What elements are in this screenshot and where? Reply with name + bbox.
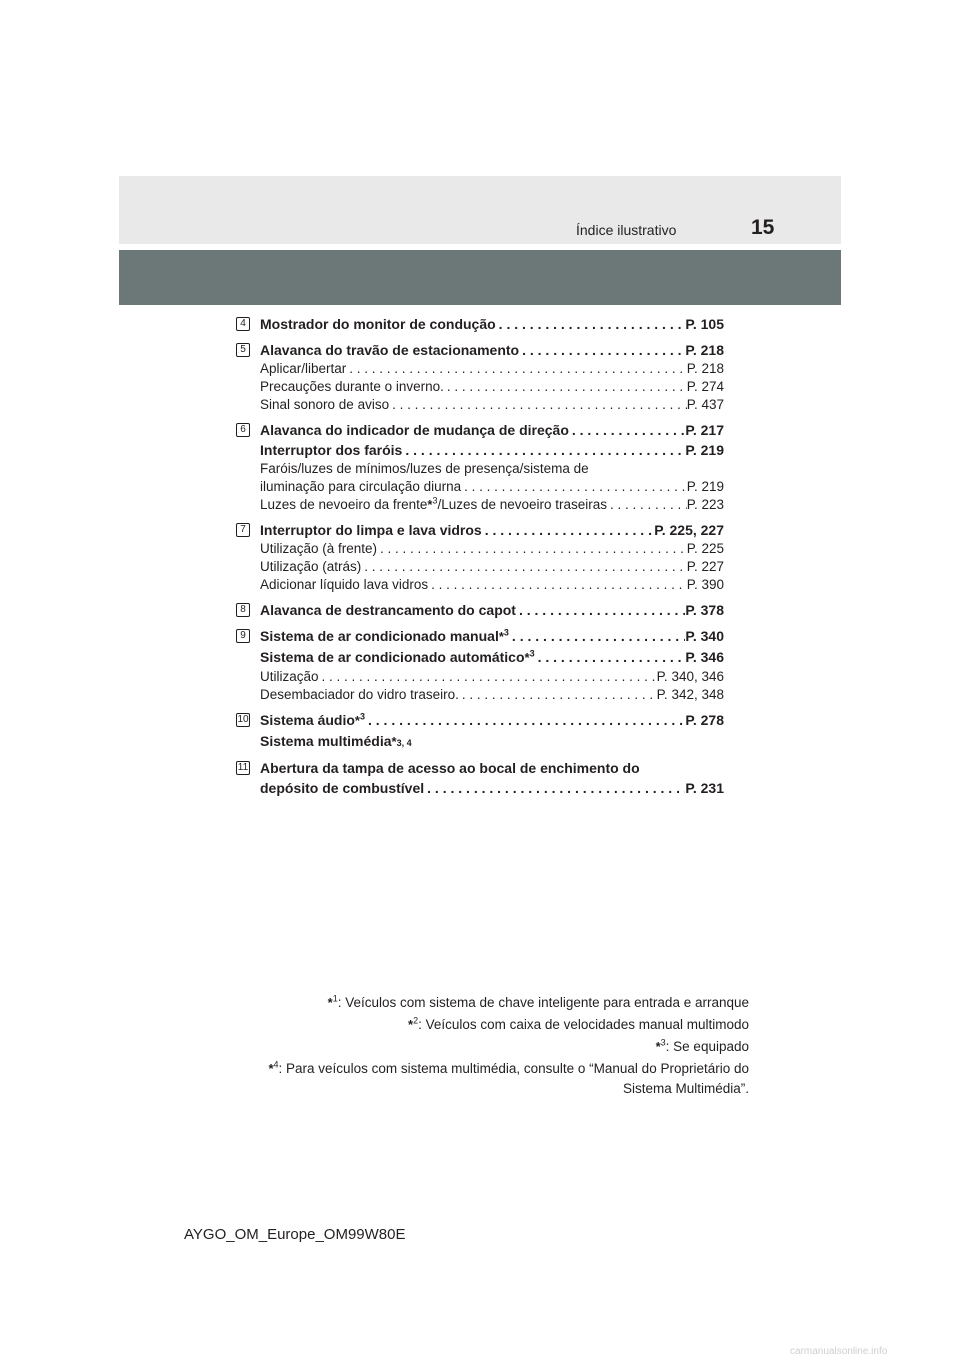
- page-reference[interactable]: P. 225: [686, 541, 724, 556]
- page-reference[interactable]: P. 342, 348: [656, 687, 724, 702]
- entry-title: [260, 558, 361, 576]
- entry-title-text: Mostrador do monitor de condução: [260, 316, 496, 332]
- entry-title: [260, 340, 519, 360]
- entry-title-text: /Luzes de nevoeiro traseiras: [437, 497, 608, 512]
- entry-title-text: Utilização (à frente): [260, 541, 378, 556]
- entry-title-text: Sistema de ar condicionado automático: [260, 649, 525, 665]
- index-text-line: [260, 460, 724, 478]
- index-entry[interactable]: [260, 340, 724, 360]
- footnote-text: : Veículos com sistema de chave inteligente para entrada e arranque: [337, 995, 749, 1010]
- index-entry[interactable]: [260, 496, 724, 514]
- page-reference[interactable]: P. 219: [685, 442, 724, 458]
- footnote: [189, 1059, 749, 1099]
- page-reference[interactable]: P. 218: [686, 361, 724, 376]
- index-section: [236, 314, 724, 334]
- entry-title-text: Luzes de nevoeiro da frente: [260, 497, 428, 512]
- index-entries: [260, 600, 724, 620]
- footnote-number: 2: [413, 1015, 419, 1026]
- entry-title: Faróis/luzes de mínimos/luzes de presença/sistema de: [260, 461, 589, 476]
- entry-title-text: Utilização: [260, 669, 319, 684]
- item-number-badge: 5: [236, 343, 250, 357]
- footnote-star: *: [498, 629, 504, 644]
- index-entry[interactable]: [260, 378, 724, 396]
- index-text-line: [260, 758, 724, 778]
- index-entry[interactable]: [260, 540, 724, 558]
- index-entries: [260, 710, 724, 752]
- footnote-text: : Se equipado: [665, 1039, 749, 1054]
- entry-title: [260, 647, 535, 668]
- index-entry[interactable]: [260, 626, 724, 647]
- page-reference[interactable]: P. 390: [686, 577, 724, 592]
- item-number-badge: 9: [236, 629, 250, 643]
- item-number-badge: 11: [237, 762, 249, 773]
- entry-title: [260, 710, 365, 731]
- page-reference[interactable]: P. 105: [685, 316, 724, 332]
- entry-title-text: Interruptor do limpa e lava vidros: [260, 522, 482, 538]
- entry-title-text: Alavanca do indicador de mudança de direção: [260, 422, 569, 438]
- index-list: [236, 314, 724, 804]
- dot-leader: [459, 686, 657, 704]
- page-reference[interactable]: P. 231: [685, 780, 724, 796]
- index-section: [236, 626, 724, 704]
- index-entry[interactable]: [260, 558, 724, 576]
- index-entry[interactable]: [260, 360, 724, 378]
- index-section: [236, 758, 724, 798]
- page-reference[interactable]: P. 219: [686, 479, 724, 494]
- entry-title: Abertura da tampa de acesso ao bocal de enchimento do: [260, 760, 640, 776]
- dot-leader: [402, 440, 685, 460]
- watermark: carmanualsonline.info: [790, 1346, 888, 1357]
- index-entries: [260, 420, 724, 514]
- footnote-star: *: [427, 497, 433, 512]
- entry-title-text: Alavanca do travão de estacionamento: [260, 342, 520, 358]
- dot-leader: [365, 710, 685, 730]
- footnote-text: Sistema Multimédia”.: [622, 1081, 749, 1096]
- entry-title: [260, 478, 461, 496]
- entry-title-text: Adicionar líquido lava vidros: [260, 577, 429, 592]
- dot-leader: [319, 668, 657, 686]
- item-number-badge: 7: [236, 523, 250, 537]
- footnote-star: *: [327, 995, 333, 1010]
- index-section: [236, 520, 724, 594]
- dot-leader: [516, 600, 685, 620]
- footnote-text: : Para veículos com sistema multimédia, consulte o “Manual do Proprietário do: [278, 1061, 749, 1076]
- index-section: [236, 340, 724, 414]
- index-entry[interactable]: [260, 710, 724, 731]
- index-entry[interactable]: [260, 600, 724, 620]
- dot-leader: [346, 360, 686, 378]
- index-entries: [260, 626, 724, 704]
- entry-title: [260, 576, 428, 594]
- index-entry[interactable]: [260, 478, 724, 496]
- entry-title: [260, 440, 402, 460]
- dot-leader: [496, 314, 686, 334]
- dot-leader: [424, 778, 685, 798]
- entry-title-text: Precauções durante o inverno.: [260, 379, 444, 394]
- page-reference[interactable]: P. 217: [685, 422, 724, 438]
- entry-title-text: Aplicar/libertar: [260, 361, 347, 376]
- index-entries: [260, 520, 724, 594]
- footnote-star: *: [268, 1061, 274, 1076]
- dot-leader: [361, 558, 686, 576]
- dot-leader: [444, 378, 687, 396]
- entry-title-text: Sistema áudio: [260, 712, 355, 728]
- document-code: AYGO_OM_Europe_OM99W80E: [184, 1226, 406, 1243]
- index-section: [236, 600, 724, 620]
- dot-leader: [428, 576, 687, 594]
- entry-title-text: iluminação para circulação diurna: [260, 479, 462, 494]
- entry-title: [260, 360, 346, 378]
- entry-title: [260, 600, 516, 620]
- index-section: [236, 420, 724, 514]
- entry-title-text: Sistema de ar condicionado manual: [260, 628, 499, 644]
- footnote-star: *: [391, 734, 397, 749]
- footnote-ref: 3: [432, 496, 438, 506]
- page-reference[interactable]: P. 225, 227: [654, 522, 724, 538]
- page-reference[interactable]: P. 437: [686, 397, 724, 412]
- footnote-number: 1: [332, 993, 338, 1004]
- page-reference[interactable]: P. 218: [685, 342, 724, 358]
- index-text-line: Sistema multimédia * 3, 4: [260, 731, 724, 752]
- page-reference[interactable]: P. 227: [686, 559, 724, 574]
- dot-leader: [509, 626, 685, 646]
- page-reference[interactable]: P. 223: [686, 497, 724, 512]
- item-number-badge: 6: [236, 423, 250, 437]
- page-number: 15: [751, 216, 775, 239]
- header-dark-bar: [119, 250, 841, 305]
- entry-title: [260, 540, 377, 558]
- entry-title: Sistema multimédia: [260, 733, 392, 749]
- index-entry[interactable]: [260, 576, 724, 594]
- dot-leader: [461, 478, 687, 496]
- footnote-ref: 3: [359, 711, 365, 722]
- item-number-badge: 10: [237, 714, 249, 725]
- footnote-star: *: [354, 713, 360, 728]
- entry-title: [260, 420, 569, 440]
- section-title: Índice ilustrativo: [576, 222, 677, 238]
- entry-title-text: Sinal sonoro de aviso: [260, 397, 390, 412]
- entry-title-text: Interruptor dos faróis: [260, 442, 403, 458]
- page-reference[interactable]: P. 378: [685, 602, 724, 618]
- footnote: [189, 1037, 749, 1057]
- footnote-star: *: [408, 1017, 414, 1032]
- entry-title-text: Utilização (atrás): [260, 559, 362, 574]
- header-band: [119, 176, 841, 244]
- footnote-star: *: [655, 1039, 661, 1054]
- entry-title: [260, 314, 496, 334]
- index-entry[interactable]: [260, 396, 724, 414]
- index-entry[interactable]: [260, 686, 724, 704]
- entry-title-text: Alavanca de destrancamento do capot: [260, 602, 516, 618]
- dot-leader: [607, 496, 687, 514]
- entry-title: [260, 626, 509, 647]
- footnote-number: 3: [660, 1037, 666, 1048]
- entry-title: [260, 668, 319, 686]
- index-entry[interactable]: [260, 440, 724, 460]
- entry-title: [260, 520, 482, 540]
- index-entry[interactable]: [260, 314, 724, 334]
- index-section: [236, 710, 724, 752]
- entry-title-text: Desembaciador do vidro traseiro.: [260, 687, 459, 702]
- index-entries: [260, 340, 724, 414]
- entry-title: [260, 496, 607, 514]
- entry-title: [260, 686, 459, 704]
- entry-title: [260, 396, 389, 414]
- page-reference[interactable]: P. 278: [685, 712, 724, 728]
- item-number-badge: 8: [236, 603, 250, 617]
- footnote: [189, 1015, 749, 1035]
- footnote: [189, 993, 749, 1013]
- dot-leader: [377, 540, 687, 558]
- footnote-text: : Veículos com caixa de velocidades manual multimodo: [418, 1017, 749, 1032]
- footnotes: [189, 993, 749, 1101]
- footnote-star: *: [524, 650, 530, 665]
- dot-leader: [519, 340, 685, 360]
- footnote-ref: 3: [529, 648, 535, 659]
- footnote-ref: 3: [503, 627, 509, 638]
- index-entries: [260, 314, 724, 334]
- dot-leader: [535, 647, 686, 667]
- index-entry[interactable]: [260, 647, 724, 668]
- index-entries: [260, 758, 724, 798]
- index-entry[interactable]: [260, 668, 724, 686]
- entry-title-text: depósito de combustível: [260, 780, 425, 796]
- index-entry[interactable]: [260, 420, 724, 440]
- page-reference[interactable]: P. 346: [685, 649, 724, 665]
- page-reference[interactable]: P. 340, 346: [656, 669, 724, 684]
- index-entry[interactable]: [260, 520, 724, 540]
- index-entry[interactable]: [260, 778, 724, 798]
- page-reference[interactable]: P. 274: [686, 379, 724, 394]
- entry-title: [260, 778, 424, 798]
- item-number-badge: 4: [236, 317, 250, 331]
- footnote-number: 4: [273, 1059, 279, 1070]
- entry-title: [260, 378, 444, 396]
- page-reference[interactable]: P. 340: [685, 628, 724, 644]
- dot-leader: [482, 520, 654, 540]
- dot-leader: [389, 396, 687, 414]
- dot-leader: [569, 420, 685, 440]
